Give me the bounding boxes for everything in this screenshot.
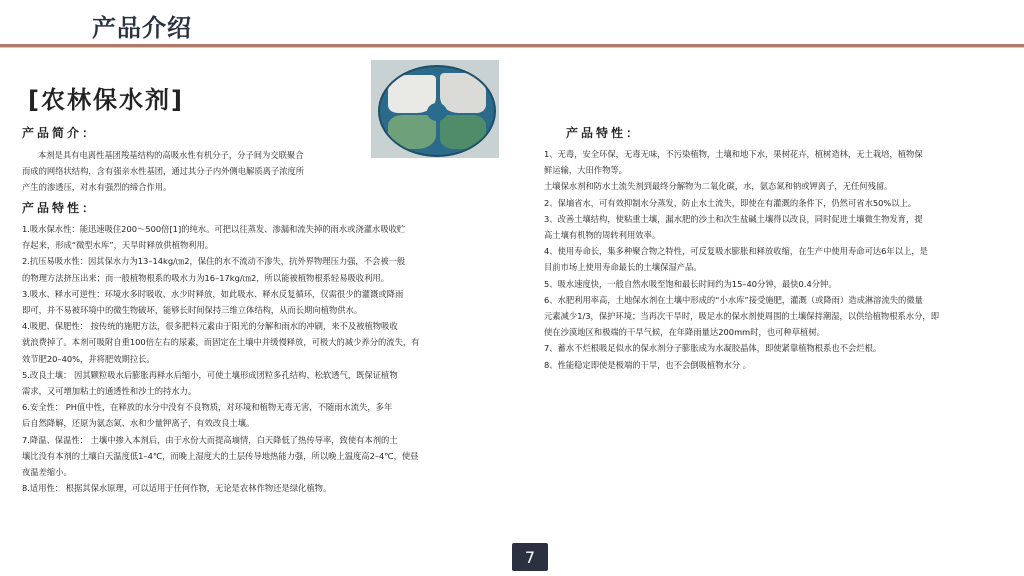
text-line: 3、改善土壤结构，使粘重土壤，漏水肥的沙土和次生盐碱土壤得以改良，同时促进土壤微生物发育，提 [544,213,923,224]
text-line: 产生的渗透压，对水有强烈的缔合作用。 [22,182,172,193]
text-line: 的物理方法挤压出来；而一般植物根系的吸水力为16–17kg/㎝2，所以能被植物根系轻易吸收利用。 [22,272,389,283]
page-title: 产品介绍 [92,14,192,42]
text-line: 效节肥20–40%，并将肥效期拉长。 [22,353,155,364]
text-line: 4、使用寿命长，集多种聚合物之特性，可反复吸水膨胀和释放收缩，在生产中使用寿命可达6年以上，是 [544,246,928,257]
text-line: 8.适用性： 根据其保水原理，可以适用于任何作物，无论是农林作物还是绿化植物。 [22,483,332,494]
features-heading-left: 产品特性： [22,201,98,215]
intro-paragraph [22,147,372,196]
text-line: 即可，并不易被环境中的微生物破坏，能够长时间保持三维立体结构，从而长期向植物供水。 [22,305,363,316]
text-line: 5、吸水速度快，一般自然水吸至饱和最长时间约为15–40分钟，最快0.4分钟。 [544,278,837,289]
features-heading-right: 产品特性： [566,126,642,140]
text-line: 7、蓄水不烂根吸足似水的保水剂分子膨胀成为水凝胶晶体，即使紧靠植物根系也不会烂根。 [544,343,882,354]
features-list-right [544,146,1006,373]
text-line: 4.吸肥、保肥性： 按传统的施肥方法，很多肥料元素由于阳光的分解和雨水的冲刷，来不及被植物吸收 [22,321,398,332]
text-line: 本剂是具有电离性基团羧基结构的高吸水性有机分子，分子间为交联聚合 [38,150,304,160]
text-line: 5.改良土壤： 因其颗粒吸水后膨胀再释水后缩小，可使土壤形成团粒多孔结构、松软透气，既保证植物 [22,369,398,380]
text-line: 8、性能稳定即使是极端的干旱，也不会倒吸植物水分 。 [544,359,752,370]
features-list-left [22,221,512,496]
intro-heading: 产品简介： [22,126,98,140]
text-line: 6、水肥利用率高，土地保水剂在土壤中形成的“小水库”接受施肥，灌溉（或降雨）造成淋溶流失的微量 [544,294,923,305]
document-title: [农林保水剂] [28,86,184,114]
text-line: 目前市场上使用寿命最长的土壤保湿产品。 [544,262,702,273]
text-line: 夜温差缩小。 [22,467,72,478]
text-line: 存起来，形成“微型水库”，天旱时释放供植物利用。 [22,240,214,251]
text-line: 1、无毒，安全环保，无毒无味，不污染植物，土壤和地下水，果树花卉，植树造林，无土栽培，植物保 [544,149,923,159]
text-line: 后自然降解，还原为氨态氮、水和少量钾离子，有效改良土壤。 [22,418,255,429]
text-line: 1.吸水保水性：能迅速吸住200～500倍[1]的纯水。可把以往蒸发、渗漏和流失掉的雨水或浇灌水吸收贮 [22,224,406,234]
header-bar [0,0,1024,44]
header-divider-thin [0,47,1024,48]
text-line: 使在沙漠地区和极端的干旱气候，在年降雨量达200mm时，也可种草植树。 [544,327,825,338]
text-line: 需求，又可增加粘土的通透性和沙土的持水力。 [22,386,197,397]
text-line: 2、保墒省水，可有效抑制水分蒸发，防止水土流失，即使在有灌溉的条件下，仍然可省水50%以上。 [544,197,917,208]
text-line: 7.降温、保温性： 土壤中掺入本剂后，由于水份大而提高墒情，白天降低了热传导率，致使有本剂的土 [22,434,398,445]
page-number: 7 [512,543,548,571]
text-line: 6.安全性： PH值中性，在释放的水分中没有不良物质，对环境和植物无毒无害，不随雨水流失，多年 [22,402,393,413]
text-line: 土壤保水剂和防水土流失剂到最终分解物为二氧化碳，水，氨态氮和钠或钾离子，无任何残留。 [544,181,893,192]
text-line: 就浪费掉了。本剂可吸附自重100倍左右的尿素，而固定在土壤中并缓慢释放，可极大的减少养分的流失，有 [22,337,420,348]
text-line: 鲜运输，大田作物等。 [544,165,627,176]
product-photo [371,60,499,158]
text-line: 壤比没有本剂的土壤白天温度低1–4℃，而晚上湿度大的土层传导地热能力强，所以晚上温度高2–4℃，使昼 [22,450,419,461]
text-line: 2.抗压易吸水性：因其保水力为13–14kg/㎝2，保住的水不流动不渗失，抗外界物理压力强，不会被一般 [22,256,406,267]
text-line: 而成的网络状结构，含有强亲水性基团，通过其分子内外侧电解质离子浓度所 [22,166,305,177]
text-line: 3.吸水、释水可逆性：环境水多时吸收、水少时释放，如此吸水、释水反复循环，仅需很少的灌溉或降雨 [22,288,404,299]
text-line: 元素减少1/3，保护环境；当再次干旱时，吸足水的保水剂使周围的土壤保持潮湿，以供给植物根系水分，即 [544,311,940,322]
text-line: 高土壤有机物的周转利用效率。 [544,230,661,241]
sample-dish-image [378,65,496,157]
